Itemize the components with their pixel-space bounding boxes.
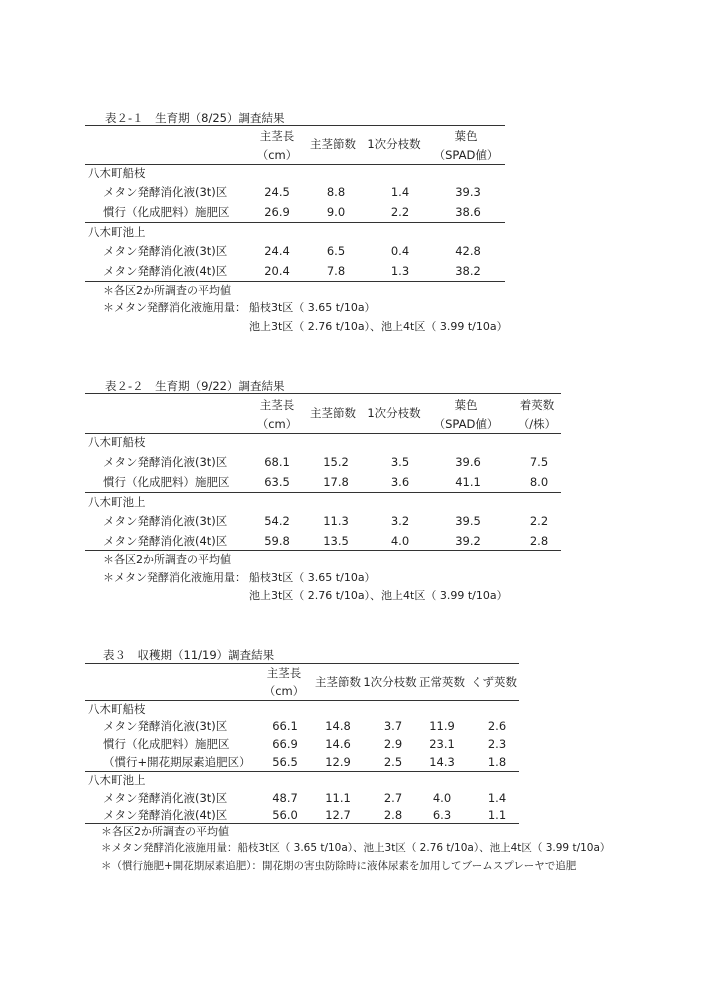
cell-value: 4.0: [432, 791, 452, 805]
rule-header: [85, 433, 561, 434]
cell-value: 3.6: [390, 475, 410, 489]
cell-value: 3.2: [390, 514, 410, 528]
cell-value: 54.2: [264, 514, 290, 528]
row-label: 慣行（化成肥料）施肥区: [103, 475, 230, 489]
cell-value: 38.6: [455, 205, 481, 219]
cell-value: 2.2: [529, 514, 549, 528]
row-label: メタン発酵消化液(3t)区: [103, 719, 228, 733]
cell-value: 39.2: [455, 534, 481, 548]
note-application: ＊メタン発酵消化液施用量：: [103, 571, 246, 584]
cell-value: 2.3: [487, 737, 507, 751]
cell-value: 11.3: [323, 514, 349, 528]
cell-value: 2.6: [487, 719, 507, 733]
cell-value: 12.7: [325, 808, 351, 822]
header-main-stem: 主茎長: [259, 129, 295, 143]
cell-value: 17.8: [323, 475, 349, 489]
cell-value: 23.1: [429, 737, 455, 751]
cell-value: 6.5: [326, 244, 346, 258]
rule-group: [85, 771, 519, 772]
row-label: 慣行（化成肥料）施肥区: [103, 205, 230, 219]
cell-value: 13.5: [323, 534, 349, 548]
cell-value: 7.8: [326, 264, 346, 278]
group-name: 八木町池上: [88, 495, 146, 509]
note-average: ＊各区2か所調査の平均値: [103, 284, 231, 297]
header-main-stem-unit: （cm）: [256, 417, 298, 431]
rule-group: [85, 492, 561, 493]
cell-value: 2.2: [390, 205, 410, 219]
cell-value: 8.0: [529, 475, 549, 489]
cell-value: 41.1: [455, 475, 481, 489]
cell-value: 1.4: [487, 791, 507, 805]
cell-value: 12.9: [325, 755, 351, 769]
cell-value: 38.2: [455, 264, 481, 278]
cell-value: 2.7: [383, 791, 403, 805]
header-normal-pods: 正常莢数: [419, 675, 465, 689]
header-pods: 着莢数: [519, 398, 555, 412]
table-title: 表２-１ 生育期（8/25）調査結果: [105, 111, 285, 125]
header-nodes: 主茎節数: [310, 406, 356, 420]
row-label: メタン発酵消化液(4t)区: [103, 264, 228, 278]
cell-value: 4.0: [390, 534, 410, 548]
cell-value: 24.5: [264, 185, 290, 199]
cell-value: 3.7: [383, 719, 403, 733]
cell-value: 66.1: [272, 719, 298, 733]
note-ikegami: 池上3t区（ 2.76 t/10a）、池上4t区（ 3.99 t/10a）: [249, 320, 508, 333]
header-nodes: 主茎節数: [310, 137, 356, 151]
rule-top: [85, 393, 561, 394]
rule-header: [85, 700, 519, 701]
note-funaeda: 船枝3t区（ 3.65 t/10a）: [249, 571, 376, 584]
note-application: ＊メタン発酵消化液施用量：船枝3t区（ 3.65 t/10a）、池上3t区（ 2.76 t/10a）、池上4t区（ 3.99 t/10a）: [101, 842, 611, 854]
group-name: 八木町池上: [88, 773, 146, 787]
header-branches: 1次分枝数: [367, 406, 421, 420]
row-label: メタン発酵消化液(4t)区: [103, 808, 228, 822]
cell-value: 1.1: [487, 808, 507, 822]
cell-value: 15.2: [323, 455, 349, 469]
cell-value: 1.8: [487, 755, 507, 769]
cell-value: 6.3: [432, 808, 452, 822]
header-main-stem: 主茎長: [266, 666, 302, 680]
header-waste-pods: くず莢数: [471, 675, 517, 689]
cell-value: 2.8: [529, 534, 549, 548]
note-application: ＊メタン発酵消化液施用量：: [103, 301, 246, 314]
cell-value: 42.8: [455, 244, 481, 258]
cell-value: 66.9: [272, 737, 298, 751]
cell-value: 26.9: [264, 205, 290, 219]
row-label: メタン発酵消化液(4t)区: [103, 534, 228, 548]
note-ikegami: 池上3t区（ 2.76 t/10a）、池上4t区（ 3.99 t/10a）: [249, 589, 508, 602]
row-label: （慣行+開花期尿素追肥区）: [103, 755, 251, 769]
cell-value: 56.0: [272, 808, 298, 822]
cell-value: 3.5: [390, 455, 410, 469]
group-name: 八木町池上: [88, 225, 146, 239]
cell-value: 11.1: [325, 791, 351, 805]
header-main-stem-unit: （cm）: [256, 148, 298, 162]
header-main-stem-unit: （cm）: [263, 684, 305, 698]
cell-value: 9.0: [326, 205, 346, 219]
cell-value: 14.6: [325, 737, 351, 751]
note-urea: ＊（慣行施肥+開花期尿素追肥）：開花期の害虫防除時に液体尿素を加用してブームスプレーヤで追肥: [101, 860, 577, 872]
cell-value: 1.4: [390, 185, 410, 199]
row-label: メタン発酵消化液(3t)区: [103, 514, 228, 528]
cell-value: 24.4: [264, 244, 290, 258]
cell-value: 14.8: [325, 719, 351, 733]
cell-value: 7.5: [529, 455, 549, 469]
group-name: 八木町船枝: [88, 435, 146, 449]
cell-value: 0.4: [390, 244, 410, 258]
cell-value: 14.3: [429, 755, 455, 769]
table-title: 表３ 収穫期（11/19）調査結果: [103, 648, 275, 662]
cell-value: 63.5: [264, 475, 290, 489]
header-leaf-color-unit: （SPAD値）: [433, 148, 499, 162]
rule-header: [85, 164, 505, 165]
note-funaeda: 船枝3t区（ 3.65 t/10a）: [249, 301, 376, 314]
cell-value: 2.9: [383, 737, 403, 751]
cell-value: 11.9: [429, 719, 455, 733]
rule-top: [85, 125, 505, 126]
cell-value: 59.8: [264, 534, 290, 548]
rule-group: [85, 222, 505, 223]
cell-value: 39.6: [455, 455, 481, 469]
cell-value: 1.3: [390, 264, 410, 278]
header-nodes: 主茎節数: [315, 675, 361, 689]
cell-value: 56.5: [272, 755, 298, 769]
row-label: メタン発酵消化液(3t)区: [103, 455, 228, 469]
header-leaf-color-unit: （SPAD値）: [433, 417, 499, 431]
cell-value: 20.4: [264, 264, 290, 278]
header-pods-unit: （/株）: [517, 417, 557, 431]
cell-value: 8.8: [326, 185, 346, 199]
group-name: 八木町船枝: [88, 702, 146, 716]
header-main-stem: 主茎長: [259, 398, 295, 412]
header-leaf-color: 葉色: [454, 398, 478, 412]
row-label: メタン発酵消化液(3t)区: [103, 244, 228, 258]
cell-value: 2.5: [383, 755, 403, 769]
note-average: ＊各区2か所調査の平均値: [101, 825, 229, 838]
row-label: 慣行（化成肥料）施肥区: [103, 737, 230, 751]
cell-value: 68.1: [264, 455, 290, 469]
header-branches: 1次分枝数: [363, 675, 417, 689]
group-name: 八木町船枝: [88, 166, 146, 180]
cell-value: 39.3: [455, 185, 481, 199]
note-average: ＊各区2か所調査の平均値: [103, 553, 231, 566]
cell-value: 2.8: [383, 808, 403, 822]
row-label: メタン発酵消化液(3t)区: [103, 791, 228, 805]
header-leaf-color: 葉色: [454, 129, 478, 143]
row-label: メタン発酵消化液(3t)区: [103, 185, 228, 199]
table-title: 表２-２ 生育期（9/22）調査結果: [105, 379, 285, 393]
cell-value: 39.5: [455, 514, 481, 528]
header-branches: 1次分枝数: [367, 137, 421, 151]
cell-value: 48.7: [272, 791, 298, 805]
rule-top: [85, 663, 519, 664]
